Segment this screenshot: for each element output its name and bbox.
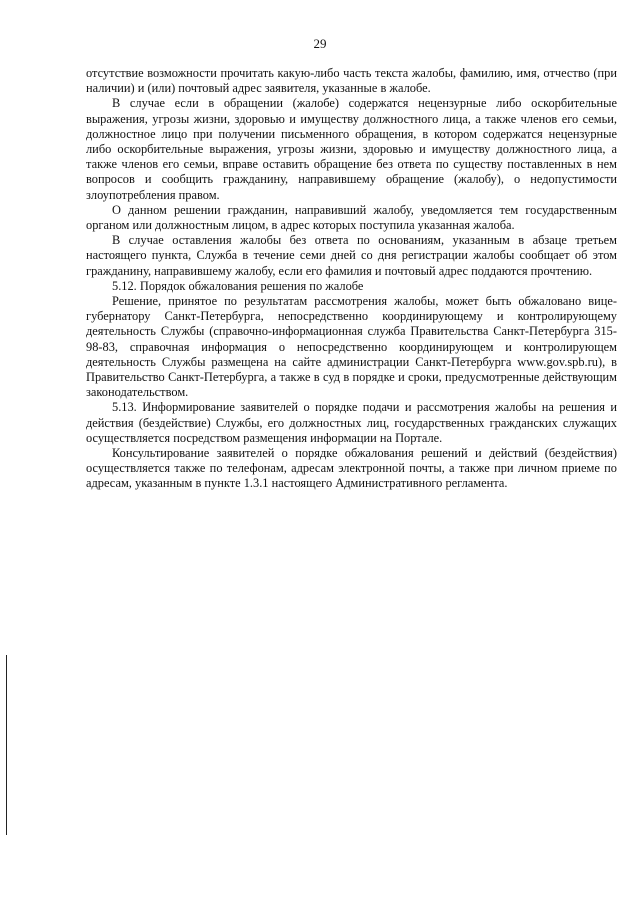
paragraph-obscene-content: В случае если в обращении (жалобе) содержатся нецензурные либо оскорбительные выражения, угрозы жизни, здоровью и имуществу должностного лица, а также членов его семьи, должностное лицо при получении письменного обращения, в котором содержатся нецензурные либо оскорбительные выражения, угрозы жизни, здоровью и имуществу должностного лица, а также членов его семьи, вправе оставить обращение без ответа по существу поставленных в нем вопросов и сообщить гражданину, направившему обращение (жалобу), о недопустимости злоупотребления правом.	[86, 96, 617, 202]
paragraph-decision-notice: О данном решении гражданин, направивший жалобу, уведомляется тем государственным органом или должностным лицом, в адрес которых поступила указанная жалоба.	[86, 202, 617, 233]
section-heading-5-12: 5.12. Порядок обжалования решения по жалобе	[112, 278, 364, 293]
paragraph-consultation: Консультирование заявителей о порядке обжалования решений и действий (бездействия) осуществляется также по телефонам, адресам электронной почты, а также при личном приеме по адресам, указанным в пункте 1.3.1 настоящего Административного регламента.	[86, 446, 617, 491]
document-body	[86, 66, 617, 492]
paragraph-text-illegible: отсутствие возможности прочитать какую-либо часть текста жалобы, фамилию, имя, отчество (при наличии) и (или) почтовый адрес заявителя, указанные в жалобе.	[86, 66, 617, 96]
page-number: 29	[313, 36, 327, 51]
paragraph-no-answer-notice: В случае оставления жалобы без ответа по основаниям, указанным в абзаце третьем настоящего пункта, Служба в течение семи дней со дня регистрации жалобы сообщает об этом гражданину, направившему жалобу, если его фамилия и почтовый адрес поддаются прочтению.	[86, 233, 617, 278]
scan-edge-line	[6, 655, 7, 835]
paragraph-section-5-13: 5.13. Информирование заявителей о порядке подачи и рассмотрения жалобы на решения и действия (бездействие) Службы, его должностных лиц, государственных гражданских служащих осуществляется посредством размещения информации на Портале.	[86, 400, 617, 445]
paragraph-appeal-decision: Решение, принятое по результатам рассмотрения жалобы, может быть обжаловано вице-губернатору Санкт-Петербурга, непосредственно координирующему и контролирующему деятельность Службы (справочно-информационная служба Правительства Санкт-Петербурга 315-98-83, справочная информация о непосредственно координирующем и контролирующем деятельность Службы размещена на сайте администрации Санкт-Петербурга www.gov.spb.ru), в Правительство Санкт-Петербурга, а также в суд в порядке и сроки, предусмотренные действующим законодательством.	[86, 294, 617, 400]
